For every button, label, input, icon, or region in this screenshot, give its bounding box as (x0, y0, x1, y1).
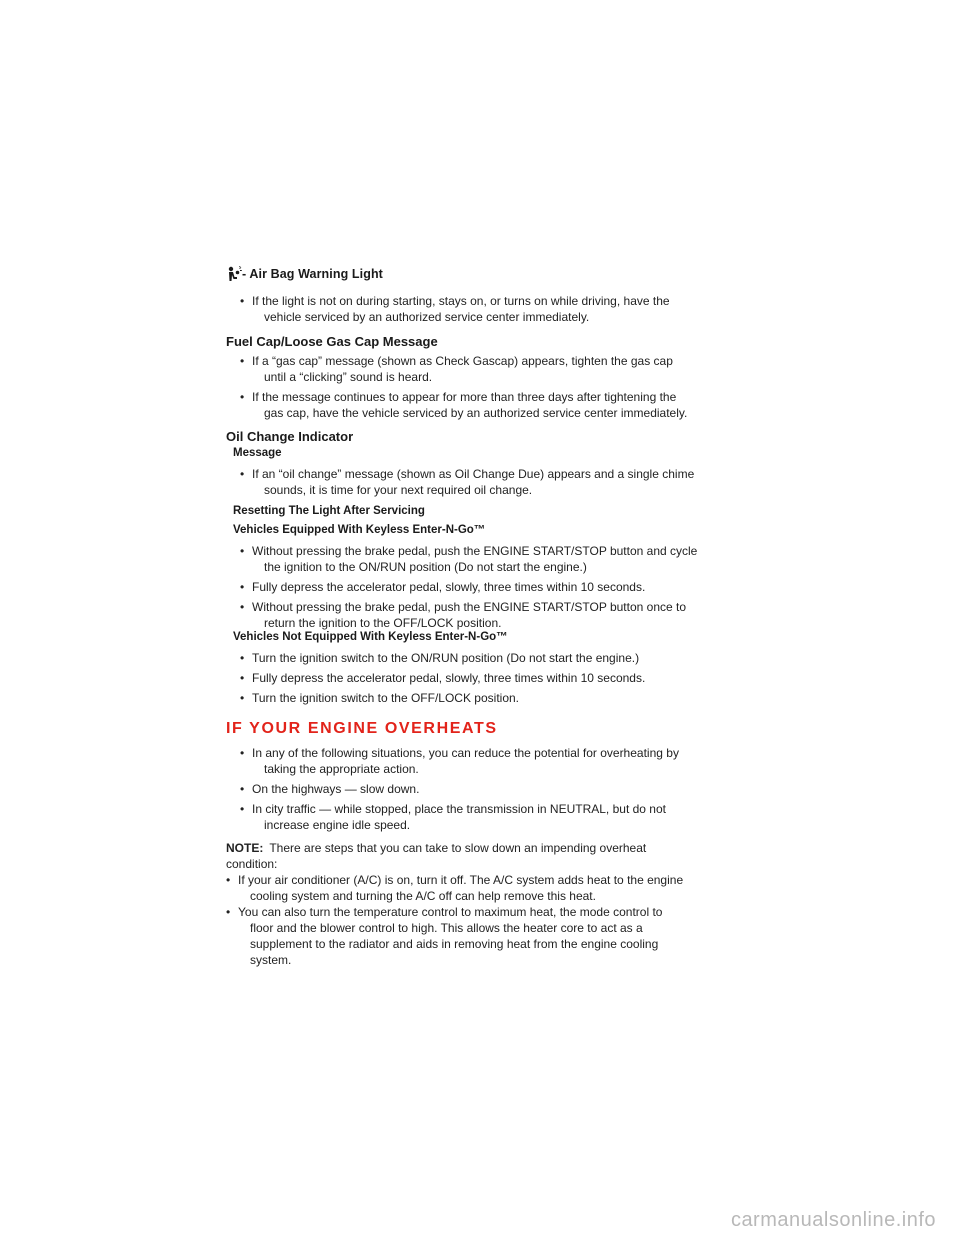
note-line: NOTE: There are steps that you can take to slow down an impending overheat (226, 841, 647, 855)
airbag-heading (226, 266, 383, 282)
list-item: • If your air conditioner (A/C) is on, turn it off. The A/C system adds heat to the engine cooling system and turning the A/C off can help remove this heat. (226, 873, 684, 903)
list-item: • Without pressing the brake pedal, push the ENGINE START/STOP button once to return the ignition to the OFF/LOCK position. (240, 600, 687, 630)
note-block (226, 840, 726, 968)
airbag-warning-icon (226, 266, 242, 282)
list-item: • Turn the ignition switch to the OFF/LOCK position. (240, 691, 520, 705)
list-item: • Turn the ignition switch to the ON/RUN position (Do not start the engine.) (240, 651, 640, 665)
oilchange-message-bullets (240, 466, 694, 498)
list-item: • If an “oil change” message (shown as Oil Change Due) appears and a single chime sounds, it is time for your next required oil change. (240, 467, 695, 497)
overheat-bullets (240, 745, 679, 833)
list-item: • If a “gas cap” message (shown as Check Gascap) appears, tighten the gas cap until a “clicking” sound is heard. (240, 354, 673, 384)
watermark: carmanualsonline.info (730, 1209, 936, 1231)
note-line-2: condition: (226, 857, 278, 871)
list-item: • If the message continues to appear for more than three days after tightening the gas cap, have the vehicle serviced by an authorized service center immediately. (240, 390, 688, 420)
list-item: • Without pressing the brake pedal, push the ENGINE START/STOP button and cycle the ignition to the ON/RUN position (Do not start the engine.) (240, 544, 698, 574)
airbag-bullets (240, 293, 670, 325)
list-item: • Fully depress the accelerator pedal, slowly, three times within 10 seconds. (240, 580, 646, 594)
list-item: • In any of the following situations, you can reduce the potential for overheating by taking the appropriate action. (240, 746, 679, 776)
list-item: • On the highways — slow down. (240, 782, 420, 796)
note-label: NOTE: (226, 841, 264, 855)
list-item: • Fully depress the accelerator pedal, slowly, three times within 10 seconds. (240, 671, 646, 685)
section-title: IF YOUR ENGINE OVERHEATS (226, 720, 498, 737)
oilchange-message-heading: Message (233, 447, 282, 459)
list-item: • You can also turn the temperature control to maximum heat, the mode control to floor and the blower control to high. This allows the heater core to act as a supplement to the radiator and aids in removing heat from the engine cooling system. (226, 905, 663, 967)
list-item: • If the light is not on during starting, stays on, or turns on while driving, have the vehicle serviced by an authorized service center immediately. (240, 294, 670, 324)
nonkeyless-bullets (240, 650, 645, 706)
keyless-heading: Vehicles Equipped With Keyless Enter-N-Go™ (233, 524, 486, 536)
fuelcap-bullets (240, 353, 687, 421)
oilchange-heading: Oil Change Indicator (226, 429, 354, 444)
list-item: • In city traffic — while stopped, place the transmission in NEUTRAL, but do not increase engine idle speed. (240, 802, 666, 832)
nonkeyless-heading: Vehicles Not Equipped With Keyless Enter-N-Go™ (233, 631, 508, 643)
keyless-bullets (240, 543, 697, 631)
fuelcap-heading: Fuel Cap/Loose Gas Cap Message (226, 334, 438, 349)
reset-heading: Resetting The Light After Servicing (233, 505, 425, 517)
airbag-heading-text: - Air Bag Warning Light (242, 267, 383, 281)
